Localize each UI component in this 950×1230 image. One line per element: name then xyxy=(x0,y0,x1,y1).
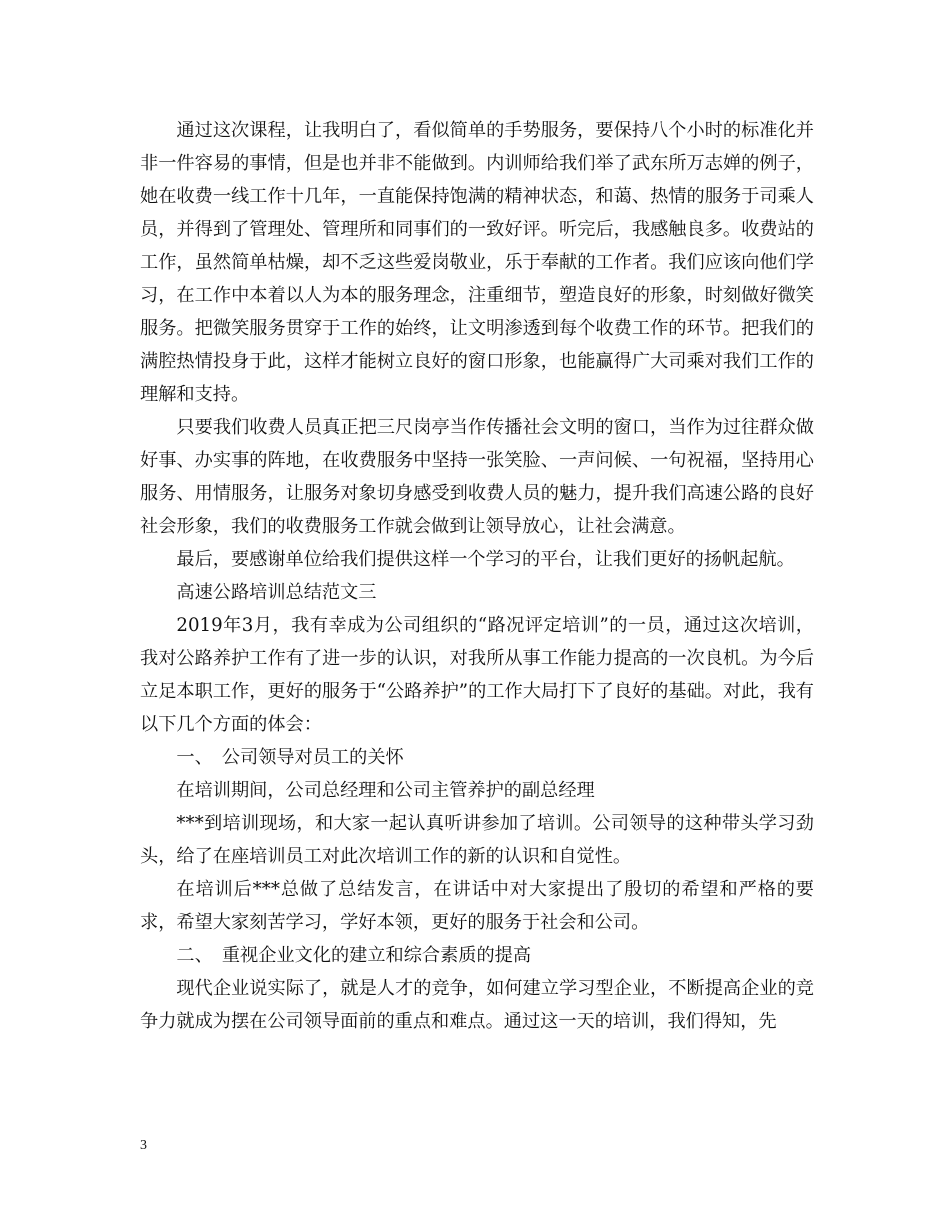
page-number: 3 xyxy=(140,1138,147,1153)
paragraph: ***到培训现场，和大家一起认真听讲参加了培训。公司领导的这种带头学习劲头，给了在座培训员工对此次培训工作的新的认识和自觉性。 xyxy=(140,813,814,867)
paragraph: 在培训后***总做了总结发言，在讲话中对大家提出了殷切的希望和严格的要求，希望大家刻苦学习，学好本领，更好的服务于社会和公司。 xyxy=(140,879,814,933)
paragraph: 在培训期间，公司总经理和公司主管养护的副总经理 xyxy=(176,780,595,801)
paragraph: 2019年3月，我有幸成为公司组织的“路况评定培训”的一员，通过这次培训，我对公路养护工作有了进一步的认识，对我所从事工作能力提高的一次良机。为今后立足本职工作，更好的服务于“公路养护”的工作大局打下了良好的基础。对此，我有以下几个方面的体会： xyxy=(140,615,814,735)
section-heading: 二、 重视企业文化的建立和综合素质的提高 xyxy=(176,945,532,966)
paragraph: 现代企业说实际了，就是人才的竞争，如何建立学习型企业，不断提高企业的竞争力就成为摆在公司领导面前的重点和难点。通过这一天的培训，我们得知，先 xyxy=(140,978,814,1032)
section-title: 高速公路培训总结范文三 xyxy=(176,582,377,603)
document-body xyxy=(140,114,814,1038)
paragraph: 只要我们收费人员真正把三尺岗亭当作传播社会文明的窗口，当作为过往群众做好事、办实事的阵地，在收费服务中坚持一张笑脸、一声问候、一句祝福，坚持用心服务、用情服务，让服务对象切身感受到收费人员的魅力，提升我们高速公路的良好社会形象，我们的收费服务工作就会做到让领导放心，让社会满意。 xyxy=(140,417,814,537)
paragraph: 通过这次课程，让我明白了，看似简单的手势服务，要保持八个小时的标准化并非一件容易的事情，但是也并非不能做到。内训师给我们举了武东所万志婵的例子，她在收费一线工作十几年，一直能保持饱满的精神状态，和蔼、热情的服务于司乘人员，并得到了管理处、管理所和同事们的一致好评。听完后，我感触良多。收费站的工作，虽然简单枯燥，却不乏这些爱岗敬业，乐于奉献的工作者。我们应该向他们学习，在工作中本着以人为本的服务理念，注重细节，塑造良好的形象，时刻做好微笑服务。把微笑服务贯穿于工作的始终，让文明渗透到每个收费工作的环节。把我们的满腔热情投身于此，这样才能树立良好的窗口形象，也能赢得广大司乘对我们工作的理解和支持。 xyxy=(140,120,814,405)
section-heading: 一、 公司领导对员工的关怀 xyxy=(176,747,404,768)
paragraph: 最后，要感谢单位给我们提供这样一个学习的平台，让我们更好的扬帆起航。 xyxy=(176,549,795,570)
